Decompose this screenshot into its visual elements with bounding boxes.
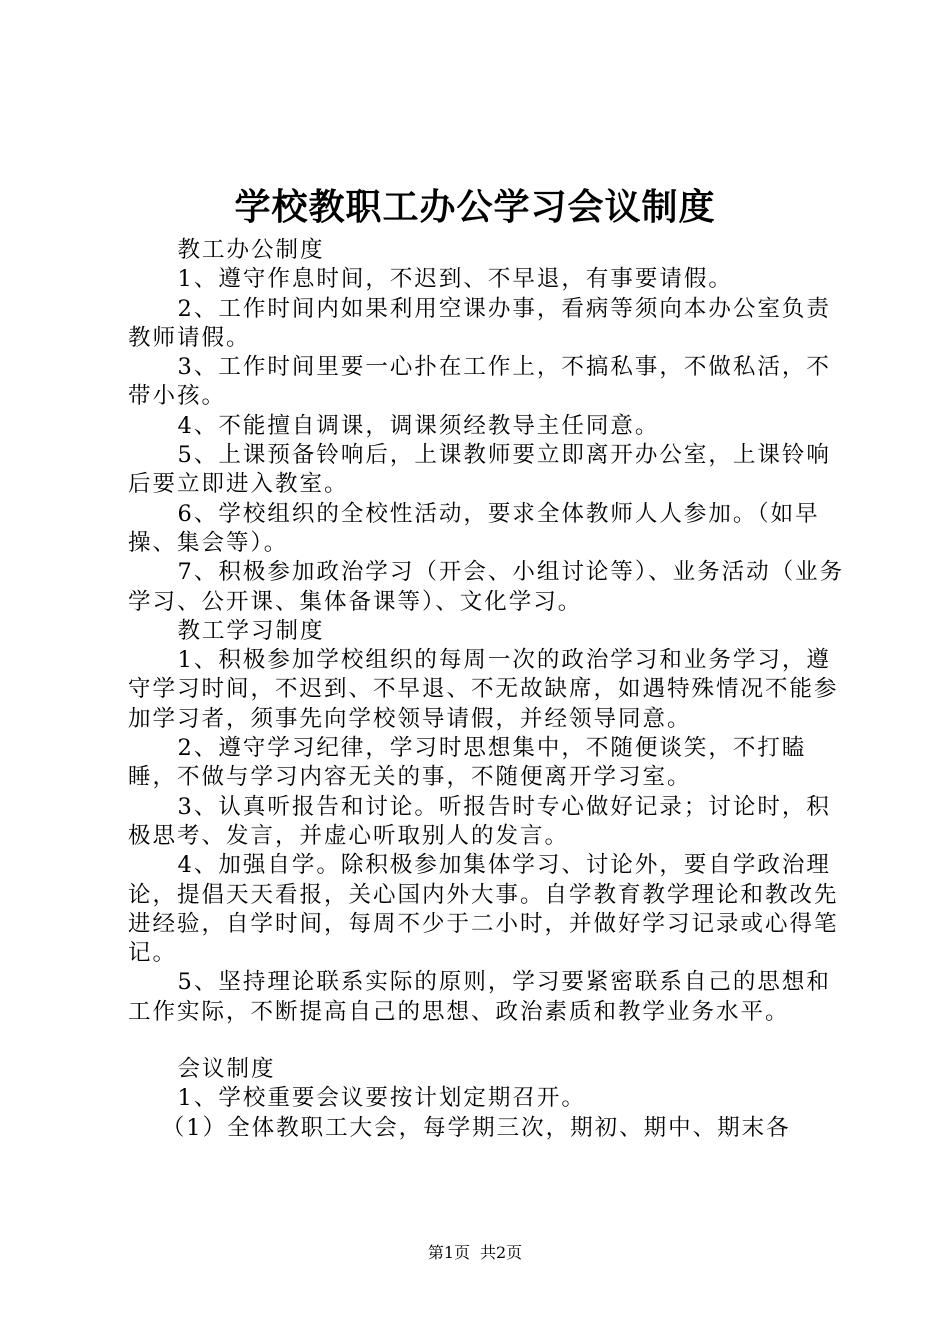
list-item: 6、学校组织的全校性活动，要求全体教师人人参加。（如早操、集会等）。 <box>128 500 820 556</box>
document-body <box>128 236 848 1143</box>
section-heading: 教工学习制度 <box>177 617 325 644</box>
section-gap <box>128 1027 848 1055</box>
section-heading: 教工办公制度 <box>177 237 325 263</box>
list-item: （1）全体教职工大会，每学期三次，期初、期中、期末各 <box>161 1114 791 1141</box>
list-item: 3、工作时间里要一心扑在工作上，不搞私事，不做私活，不带小孩。 <box>128 354 831 410</box>
document-title: 学校教职工办公学习会议制度 <box>234 186 716 228</box>
list-item: 5、坚持理论联系实际的原则，学习要紧密联系自己的思想和工作实际，不断提高自己的思想、政治素质和教学业务水平。 <box>128 969 831 1025</box>
section-heading: 会议制度 <box>177 1056 276 1083</box>
list-item: 2、遵守学习纪律，学习时思想集中，不随便谈笑，不打瞌睡，不做与学习内容无关的事，不随便离开学习室。 <box>128 735 807 791</box>
page-total: 共2页 <box>480 1243 523 1262</box>
list-item: 5、上课预备铃响后，上课教师要立即离开办公室，上课铃响后要立即进入教室。 <box>128 442 831 498</box>
list-item: 4、不能擅自调课，调课须经教导主任同意。 <box>177 412 660 439</box>
list-item: 3、认真听报告和讨论。听报告时专心做好记录；讨论时，积极思考、发言，并虚心听取别人的发言。 <box>128 793 831 849</box>
list-item: 1、遵守作息时间，不迟到、不早退，有事要请假。 <box>177 266 733 293</box>
list-item: 2、工作时间内如果利用空课办事，看病等须向本办公室负责教师请假。 <box>128 295 831 351</box>
list-item: 1、学校重要会议要按计划定期召开。 <box>177 1085 586 1112</box>
list-item: 4、加强自学。除积极参加集体学习、讨论外，要自学政治理论，提倡天天看报，关心国内外大事。自学教育教学理论和教改先进经验，自学时间，每周不少于二小时，并做好学习记录或心得笔记。 <box>128 852 839 967</box>
page-footer <box>0 1242 950 1264</box>
list-item: 7、积极参加政治学习（开会、小组讨论等）、业务活动（业务学习、公开课、集体备课等）、文化学习。 <box>128 559 845 615</box>
page-number: 第1页 <box>427 1243 470 1262</box>
list-item: 1、积极参加学校组织的每周一次的政治学习和业务学习，遵守学习时间，不迟到、不早退、不无故缺席，如遇特殊情况不能参加学习者，须事先向学校领导请假，并经领导同意。 <box>128 647 839 732</box>
